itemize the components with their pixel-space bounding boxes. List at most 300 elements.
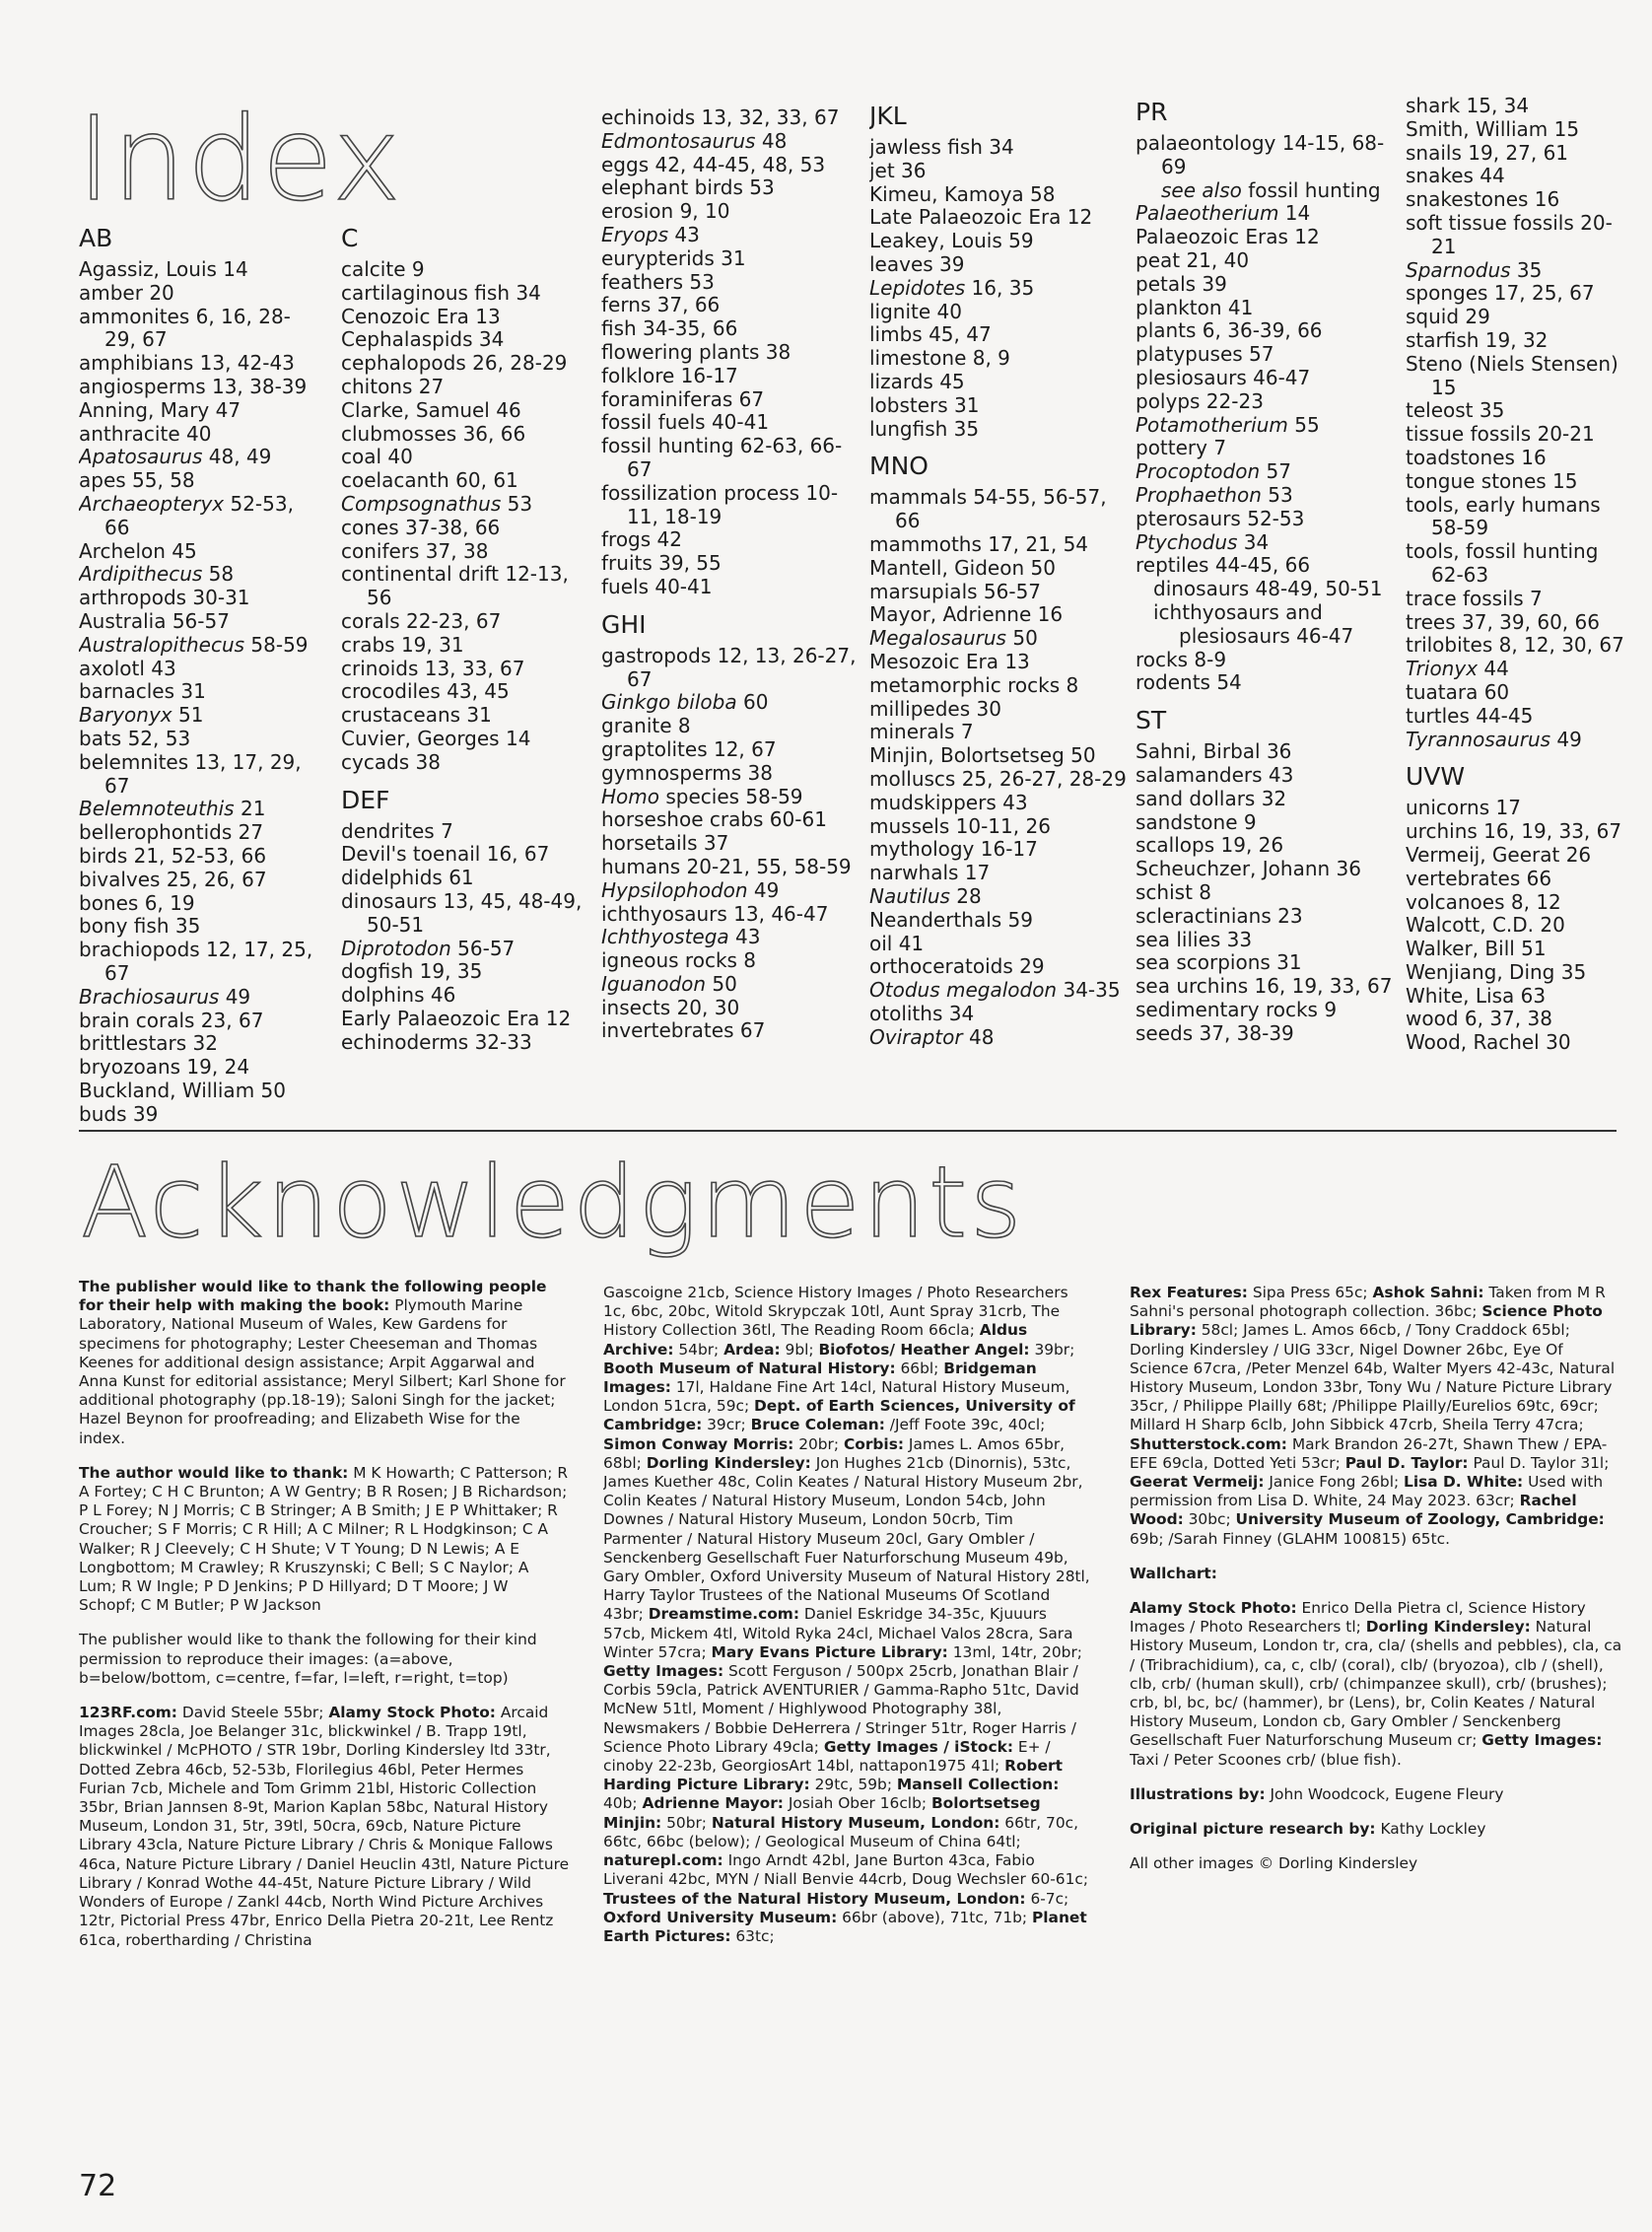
credit-text: M K Howarth; C Patterson; R A Fortey; C H C Brunton; A W Gentry; B R Rosen; J B Richardson; P L Forey; N J Morris; C B Stringer; A B Smith; J E P Whittaker; R Croucher; S F Morris; C R Hill; A C Milner; R L Hodgkinson; C A Walker; R J Cleevely; C H Shute; V T Young; D N Lewis; A E Longbottom; M Crawley; R Kruszynski; C Bell; S C Naylor; A Lum; R W Ingle; P D Jenkins; P D Hillyard; D T Moore; J W Schopf; C M Butler; P W Jackson — [79, 1463, 569, 1615]
credit-text: Janice Fong 26bl; — [1264, 1473, 1405, 1492]
credit-source: Geerat Vermeij: — [1130, 1473, 1265, 1492]
index-entry: Hypsilophodon 49 — [601, 877, 780, 902]
credit-text: 20br; — [793, 1434, 844, 1453]
index-entry: Cenozoic Era 13 — [341, 304, 501, 328]
index-entry: igneous rocks 8 — [601, 948, 757, 973]
index-entry: fuels 40-41 — [601, 574, 713, 598]
index-entry: snails 19, 27, 61 — [1406, 140, 1569, 165]
index-entry: horsetails 37 — [601, 831, 729, 856]
credit-text: 29tc, 59b; — [809, 1776, 897, 1794]
index-section-heading: AB — [79, 225, 113, 252]
index-entry: graptolites 12, 67 — [601, 736, 777, 761]
index-entry: plesiosaurs 46-47 — [1136, 365, 1311, 389]
credit-text: 50br; — [661, 1813, 712, 1832]
index-entry: dolphins 46 — [341, 983, 456, 1008]
index-entry: sedimentary rocks 9 — [1136, 997, 1338, 1021]
index-entry: starfish 19, 32 — [1406, 327, 1549, 352]
credit-source: Rex Features: — [1130, 1284, 1248, 1301]
credit-text: 63tc; — [730, 1926, 775, 1945]
index-column-4 — [869, 103, 1131, 1122]
index-entry: Cuvier, Georges 14 — [341, 726, 531, 750]
index-entry: lizards 45 — [869, 369, 965, 393]
index-entry: platypuses 57 — [1136, 342, 1274, 367]
index-entry: feathers 53 — [601, 269, 715, 294]
credit-source: Getty Images: — [1481, 1731, 1603, 1750]
index-entry: ichthyosaurs 13, 46-47 — [601, 901, 829, 926]
index-entry: didelphids 61 — [341, 866, 474, 890]
index-entry: Wenjiang, Ding 35 — [1406, 959, 1587, 984]
credit-text: 66tr, 70c, 66tc, 66bc (below); / Geological Museum of China 64tl; — [603, 1813, 1078, 1850]
index-entry: ammonites 6, 16, 28-29, 67 — [79, 304, 291, 352]
index-entry: lignite 40 — [869, 299, 962, 323]
index-entry: anthracite 40 — [79, 421, 212, 446]
index-entry: plants 6, 36-39, 66 — [1136, 318, 1323, 343]
index-entry: volcanoes 8, 12 — [1406, 889, 1561, 914]
credit-source: Science Photo Library: — [1130, 1302, 1603, 1340]
index-entry: buds 39 — [79, 1101, 159, 1122]
index-entry: marsupials 56-57 — [869, 579, 1042, 603]
index-title: Index — [77, 91, 402, 227]
index-section-heading: DEF — [341, 785, 390, 814]
index-entry: Anning, Mary 47 — [79, 397, 241, 422]
acknowledgment-paragraph — [79, 1464, 570, 1616]
index-entry: soft tissue fossils 20-21 — [1406, 210, 1613, 258]
index-entry: barnacles 31 — [79, 679, 206, 704]
credit-source: Biofotos/ Heather Angel: — [818, 1340, 1030, 1359]
index-entry: Procoptodon 57 — [1136, 459, 1291, 484]
credit-text: Ingo Arndt 42bl, Jane Burton 43ca, Fabio Liverani 42bc, MYN / Niall Benvie 44crb, Doug Wechsler 60-61c; — [603, 1851, 1089, 1889]
credit-text: James L. Amos 65br, 68bl; — [603, 1434, 1066, 1472]
index-entry: Eryops 43 — [601, 222, 700, 246]
credit-source: Adrienne Mayor: — [642, 1794, 784, 1813]
index-entry: echinoderms 32-33 — [341, 1029, 532, 1054]
credit-source: Bruce Coleman: — [750, 1416, 885, 1434]
credit-source: Rachel Wood: — [1130, 1492, 1577, 1529]
index-entry: polyps 22-23 — [1136, 388, 1264, 413]
index-entry: sandstone 9 — [1136, 809, 1257, 834]
index-entry: Mesozoic Era 13 — [869, 649, 1030, 673]
credit-source: Mansell Collection: — [896, 1776, 1060, 1794]
index-entry: chitons 27 — [341, 374, 445, 398]
index-section-heading: PR — [1136, 99, 1168, 126]
index-column-6 — [1406, 95, 1632, 1124]
index-entry: Nautilus 28 — [869, 883, 982, 908]
credit-source: Booth Museum of Natural History: — [603, 1359, 896, 1377]
index-entry: Prophaethon 53 — [1136, 482, 1293, 507]
index-entry: seeds 37, 38-39 — [1136, 1020, 1294, 1045]
credit-text: Daniel Eskridge 34-35c, Kjuuurs 57cb, Mickem 4tl, Witold Ryka 24cl, Michael Valos 28cra, Sara Winter 57cra; — [603, 1605, 1073, 1661]
index-entry: Agassiz, Louis 14 — [79, 257, 248, 281]
index-entry: turtles 44-45 — [1406, 703, 1534, 728]
index-entry: amber 20 — [79, 280, 174, 305]
index-entry: ichthyosaurs and plesiosaurs 46-47 — [1153, 599, 1354, 648]
index-entry: see also fossil hunting — [1161, 177, 1381, 202]
index-column-5 — [1136, 99, 1397, 1124]
index-entry: Devil's toenail 16, 67 — [341, 842, 550, 867]
index-entry: unicorns 17 — [1406, 796, 1521, 820]
index-entry: scallops 19, 26 — [1136, 833, 1284, 858]
index-entry: pterosaurs 52-53 — [1136, 506, 1305, 530]
index-entry: millipedes 30 — [869, 696, 1001, 721]
index-entry: bryozoans 19, 24 — [79, 1055, 250, 1080]
index-entry: Wood, Rachel 30 — [1406, 1030, 1571, 1055]
credit-text: Gascoigne 21cb, Science History Images / Photo Researchers 1c, 6bc, 20bc, Witold Skrypczak 10tl, Aunt Spray 31crb, The History Collection 36tl, The Reading Room 66cla; — [603, 1284, 1068, 1340]
page-number: 72 — [79, 2169, 117, 2203]
index-entry: dendrites 7 — [341, 818, 453, 843]
index-entry: Scheuchzer, Johann 36 — [1136, 857, 1361, 881]
index-entry: Otodus megalodon 34-35 — [869, 978, 1121, 1003]
index-entry: sea lilies 33 — [1136, 927, 1253, 951]
index-entry: conifers 37, 38 — [341, 538, 489, 563]
index-entry: toadstones 16 — [1406, 445, 1547, 469]
credit-text: All other images © Dorling Kindersley — [1130, 1854, 1418, 1873]
credit-source: 123RF.com: — [79, 1704, 177, 1722]
index-entry: birds 21, 52-53, 66 — [79, 843, 267, 868]
index-entry: eurypterids 31 — [601, 245, 746, 270]
index-entry: Apatosaurus 48, 49 — [79, 445, 272, 469]
index-entry: Early Palaeozoic Era 12 — [341, 1006, 572, 1030]
index-entry: lungfish 35 — [869, 416, 980, 441]
credit-text: 54br; — [673, 1340, 724, 1359]
index-entry: trace fossils 7 — [1406, 586, 1543, 610]
index-entry: snakestones 16 — [1406, 187, 1560, 212]
index-entry: reptiles 44-45, 66 — [1136, 553, 1311, 578]
index-entry: insects 20, 30 — [601, 995, 740, 1019]
index-entry: plankton 41 — [1136, 295, 1254, 319]
index-entry: corals 22-23, 67 — [341, 608, 502, 633]
index-entry: clubmosses 36, 66 — [341, 421, 526, 446]
index-entry: minerals 7 — [869, 720, 974, 744]
index-entry: arthropods 30-31 — [79, 586, 250, 610]
index-entry: echinoids 13, 32, 33, 67 — [601, 106, 840, 129]
credit-source: Illustrations by: — [1130, 1784, 1266, 1803]
index-entry: Ardipithecus 58 — [79, 562, 235, 587]
index-entry: palaeontology 14-15, 68-69 — [1136, 131, 1385, 178]
index-entry: vertebrates 66 — [1406, 866, 1552, 890]
acknowledgment-paragraph — [1130, 1284, 1624, 1549]
index-entry: Belemnoteuthis 21 — [79, 797, 266, 821]
index-entry: White, Lisa 63 — [1406, 983, 1547, 1008]
acknowledgment-paragraph — [1130, 1820, 1624, 1839]
credit-source: Simon Conway Morris: — [603, 1434, 794, 1453]
index-entry: Walker, Bill 51 — [1406, 937, 1547, 961]
credit-text: 69b; /Sarah Finney (GLAHM 100815) 65tc. — [1130, 1529, 1450, 1548]
index-entry: snakes 44 — [1406, 164, 1505, 188]
credit-source: Getty Images / iStock: — [823, 1737, 1013, 1756]
index-entry: cephalopods 26, 28-29 — [341, 351, 568, 376]
credit-text: 40b; — [603, 1794, 643, 1813]
index-entry: rodents 54 — [1136, 670, 1242, 695]
index-entry: Iguanodon 50 — [601, 971, 737, 996]
credit-source: University Museum of Zoology, Cambridge: — [1235, 1510, 1605, 1529]
index-entry: erosion 9, 10 — [601, 199, 730, 224]
index-entry: angiosperms 13, 38-39 — [79, 374, 308, 398]
index-section-heading: JKL — [869, 103, 907, 130]
index-entry: Sparnodus 35 — [1406, 257, 1543, 282]
index-entry: crustaceans 31 — [341, 703, 492, 728]
credit-source: Alamy Stock Photo: — [1130, 1599, 1297, 1618]
credit-source: Getty Images: — [603, 1662, 724, 1681]
index-entry: fish 34-35, 66 — [601, 316, 738, 341]
index-section-heading: MNO — [869, 452, 929, 481]
credit-source: Aldus Archive: — [603, 1321, 1028, 1359]
acknowledgment-paragraph — [1130, 1854, 1624, 1873]
credit-source: Mary Evans Picture Library: — [711, 1642, 948, 1661]
index-entry: brain corals 23, 67 — [79, 1008, 264, 1032]
index-entry: Late Palaeozoic Era 12 — [869, 205, 1093, 230]
index-entry: brachiopods 12, 17, 25, 67 — [79, 938, 313, 985]
index-entry: apes 55, 58 — [79, 468, 195, 493]
index-entry: lobsters 31 — [869, 392, 980, 417]
index-entry: coal 40 — [341, 445, 413, 469]
index-section-heading: UVW — [1406, 762, 1466, 792]
index-entry: Homo species 58-59 — [601, 784, 803, 808]
credit-source: Ardea: — [723, 1340, 781, 1359]
index-entry: invertebrates 67 — [601, 1018, 766, 1043]
index-entry: sea urchins 16, 19, 33, 67 — [1136, 974, 1393, 999]
index-entry: Archaeopteryx 52-53, 66 — [79, 491, 294, 539]
index-entry: tools, fossil hunting 62-63 — [1406, 539, 1599, 587]
index-entry: Ichthyostega 43 — [601, 925, 761, 949]
index-entry: rocks 8-9 — [1136, 647, 1227, 671]
credit-text: 9bl; — [780, 1340, 819, 1359]
credit-source: Shutterstock.com: — [1130, 1434, 1287, 1453]
credit-text: Arcaid Images 28cla, Joe Belanger 31c, blickwinkel / B. Trapp 19tl, blickwinkel / McPHOTO / STR 19br, Dorling Kindersley ltd 33tr, Dotted Zebra 46cb, 52-53b, Florilegius 46bl, Peter Hermes Furian 7cb, Michele and Tom Grimm 21bl, Historic Collection 35br, Brian Jannsen 8-9t, Marion Kaplan 58bc, Natural History Museum, London 31, 5tr, 39tl, 50cra, 69cb, Nature Picture Library 43cla, Nature Picture Library / Chris & Monique Fallows 46ca, Nature Picture Library / Daniel Heuclin 43tl, Nature Picture Library / Konrad Wothe 44-45t, Nature Picture Library / Wild Wonders of Europe / Zankl 44cb, North Wind Picture Archives 12tr, Pictorial Press 47br, Enrico Della Pietra 20-21t, Lee Rentz 61ca, robertharding / Christina — [79, 1704, 570, 1949]
index-entry: petals 39 — [1136, 271, 1227, 296]
index-entry: Trionyx 44 — [1406, 657, 1509, 681]
credit-text: Paul D. Taylor 31l; — [1468, 1453, 1610, 1472]
index-section-heading: GHI — [601, 609, 647, 639]
index-entry: scleractinians 23 — [1136, 903, 1303, 928]
index-entry: coelacanth 60, 61 — [341, 468, 518, 493]
index-entry: Leakey, Louis 59 — [869, 229, 1034, 253]
index-entry: Clarke, Samuel 46 — [341, 397, 521, 422]
index-entry: pottery 7 — [1136, 436, 1227, 460]
index-entry: crabs 19, 31 — [341, 632, 464, 657]
acknowledgment-paragraph — [603, 1284, 1090, 1946]
acknowledgments-column-1 — [79, 1278, 570, 2135]
credit-text: Jon Hughes 21cb (Dinornis), 53tc, James Kuether 48c, Colin Keates / Natural History Museum 2br, Colin Keates / Natural History Museum, London 54cb, John Downes / Natural History Museum, London 50crb, Tim Parmenter / Natural History Museum 20cl, Gary Ombler / Senckenberg Gesellschaft Fuer Naturforschung Museum 49b, Gary Ombler, Oxford University Museum of Natural History 28tl, Harry Taylor Trustees of the National Museums Of Scotland 43br; — [603, 1453, 1090, 1624]
credit-text: John Woodcock, Eugene Fleury — [1265, 1784, 1504, 1803]
credit-text: Sipa Press 65c; — [1247, 1284, 1373, 1301]
index-entry: Archelon 45 — [79, 538, 197, 563]
index-entry: tongue stones 15 — [1406, 468, 1578, 493]
credit-source: Bolortsetseg Minjin: — [603, 1794, 1041, 1832]
credit-text: Taken from M R Sahni's personal photograph collection. 36bc; — [1130, 1284, 1606, 1321]
index-entry: ferns 37, 66 — [601, 293, 721, 317]
index-entry: fossil hunting 62-63, 66-67 — [601, 434, 843, 481]
index-entry: amphibians 13, 42-43 — [79, 351, 295, 376]
index-entry: foraminiferas 67 — [601, 386, 765, 411]
index-entry: Baryonyx 51 — [79, 703, 204, 728]
index-entry: limestone 8, 9 — [869, 346, 1010, 371]
index-entry: Walcott, C.D. 20 — [1406, 913, 1565, 938]
credit-source: Original picture research by: — [1130, 1820, 1376, 1839]
credit-source: Corbis: — [843, 1434, 905, 1453]
index-entry: molluscs 25, 26-27, 28-29 — [869, 766, 1127, 791]
index-entry: Minjin, Bolortsetseg 50 — [869, 743, 1096, 768]
index-entry: shark 15, 34 — [1406, 95, 1530, 117]
index-entry: Diprotodon 56-57 — [341, 936, 516, 960]
index-entry: leaves 39 — [869, 251, 965, 276]
credit-text: Scott Ferguson / 500px 25crb, Jonathan Blair / Corbis 59cla, Patrick AVENTURIER / Gamma-Rapho 51tc, David McNew 51tl, Moment / Highlywood Photography 38l, Newsmakers / Bobbie DeHerrera / Stringer 51tr, Roger Harris / Science Photo Library 49cla; — [603, 1662, 1079, 1756]
credit-text: 17l, Haldane Fine Art 14cl, Natural History Museum, London 51cra, 59c; — [603, 1378, 1070, 1416]
index-column-2 — [341, 225, 587, 1122]
index-entry: otoliths 34 — [869, 1001, 975, 1025]
credit-source: Alamy Stock Photo: — [328, 1704, 496, 1722]
index-entry: wood 6, 37, 38 — [1406, 1007, 1552, 1031]
index-entry: Buckland, William 50 — [79, 1078, 286, 1102]
index-entry: sponges 17, 25, 67 — [1406, 281, 1595, 306]
index-entry: flowering plants 38 — [601, 339, 792, 364]
credit-text: 58cl; James L. Amos 66cb, / Tony Craddock 65bl; Dorling Kindersley / UIG 33cr, Nigel Downer 26bc, Eye Of Science 67cra, /Peter Menzel 64b, Walter Myers 42-43c, Natural History Museum, London 33br, Tony Wu / Nature Picture Library 35cr, / Philippe Plailly 68t; /Philippe Plailly/Eurelios 69tc, 69cr; Millard H Sharp 6clb, John Sibbick 47crb, Sheila Terry 47cra; — [1130, 1321, 1616, 1434]
index-column-1 — [79, 225, 315, 1122]
credit-source: Bridgeman Images: — [603, 1359, 1037, 1397]
index-entry: granite 8 — [601, 714, 691, 738]
index-entry: mudskippers 43 — [869, 790, 1028, 814]
index-entry: mythology 16-17 — [869, 837, 1038, 862]
index-entry: continental drift 12-13, 56 — [341, 562, 569, 610]
index-entry: tuatara 60 — [1406, 679, 1510, 704]
index-entry: mammoths 17, 21, 54 — [869, 531, 1089, 556]
index-column-3 — [601, 106, 858, 1122]
credit-source: Dorling Kindersley: — [646, 1453, 811, 1472]
credit-text: Enrico Della Pietra cl, Science History Images / Photo Researchers tl; — [1130, 1599, 1586, 1637]
acknowledgment-paragraph — [1130, 1599, 1624, 1770]
credit-text: The publisher would like to thank the following for their kind permission to reproduce their images: (a=above, b=below/bottom, c=centre, f=far, l=left, r=right, t=top) — [79, 1631, 537, 1687]
credit-text: /Jeff Foote 39c, 40cl; — [884, 1416, 1046, 1434]
index-entry: Megalosaurus 50 — [869, 626, 1038, 651]
credit-text: Mark Brandon 26-27t, Shawn Thew / EPA-EFE 69cla, Dotted Yeti 53cr; — [1130, 1434, 1608, 1472]
credit-source: Dreamstime.com: — [648, 1605, 799, 1624]
index-entry: Cephalaspids 34 — [341, 327, 505, 352]
index-entry: axolotl 43 — [79, 656, 176, 680]
index-entry: Compsognathus 53 — [341, 491, 533, 516]
index-entry: dinosaurs 13, 45, 48-49, 50-51 — [341, 888, 583, 937]
credit-source: Dept. of Earth Sciences, University of Cambridge: — [603, 1397, 1075, 1434]
index-entry: Sahni, Birbal 36 — [1136, 739, 1292, 764]
index-entry: sea scorpions 31 — [1136, 950, 1302, 975]
index-entry: fruits 39, 55 — [601, 551, 722, 576]
index-entry: bones 6, 19 — [79, 890, 195, 915]
credit-text: Josiah Ober 16clb; — [783, 1794, 931, 1813]
index-entry: cones 37-38, 66 — [341, 515, 501, 539]
credit-text: 6-7c; — [1025, 1889, 1069, 1908]
index-entry: Australopithecus 58-59 — [79, 632, 309, 657]
index-entry: sand dollars 32 — [1136, 786, 1287, 810]
index-entry: gymnosperms 38 — [601, 760, 773, 785]
index-entry: horseshoe crabs 60-61 — [601, 807, 827, 832]
index-entry: gastropods 12, 13, 26-27, 67 — [601, 643, 857, 691]
credit-text: Natural History Museum, London tr, cra, cla/ (shells and pebbles), cla, ca / (Tribrachidium), ca, c, clb/ (coral), clb/ (bryozoa), clb / (shell), clb, crb/ (human skull), crb/ (chimpanzee skull), crb/ (brushes); crb, bl, bc, bc/ (hammer), br (Lens), br, Colin Keates / Natural History Museum, London cb, Gary Ombler / Senckenberg Gesellschaft Fuer Naturforschung Museum cr; — [1130, 1618, 1622, 1750]
index-entry: peat 21, 40 — [1136, 247, 1250, 272]
credit-text: 13ml, 14tr, 20br; — [947, 1642, 1082, 1661]
acknowledgments-title: Acknowledgments — [81, 1145, 1025, 1260]
section-divider — [79, 1130, 1617, 1132]
index-entry: folklore 16-17 — [601, 363, 738, 387]
acknowledgment-paragraph — [1130, 1785, 1624, 1804]
index-entry: teleost 35 — [1406, 398, 1505, 423]
index-entry: limbs 45, 47 — [869, 322, 992, 347]
credit-text: E+ / cinoby 22-23b, GeorgiosArt 14bl, nattapon1975 41l; — [603, 1737, 1051, 1776]
index-entry: Palaeotherium 14 — [1136, 201, 1311, 226]
index-entry: crinoids 13, 33, 67 — [341, 656, 525, 680]
index-entry: Lepidotes 16, 35 — [869, 275, 1035, 300]
index-entry: bony fish 35 — [79, 914, 201, 939]
credit-source: Paul D. Taylor: — [1344, 1453, 1469, 1472]
acknowledgments-column-3 — [1130, 1284, 1624, 2135]
index-entry: belemnites 13, 17, 29, 67 — [79, 749, 302, 798]
index-entry: Potamotherium 55 — [1136, 412, 1320, 437]
index-entry: tissue fossils 20-21 — [1406, 422, 1595, 447]
index-entry: jawless fish 34 — [869, 135, 1014, 159]
index-entry: Kimeu, Kamoya 58 — [869, 181, 1056, 206]
index-entry: mammals 54-55, 56-57, 66 — [869, 485, 1107, 533]
index-entry: trilobites 8, 12, 30, 67 — [1406, 633, 1624, 658]
credit-text: Plymouth Marine Laboratory, National Museum of Wales, Kew Gardens for specimens for photography; Lester Cheeseman and Thomas Keenes for additional design assistance; Arpit Aggarwal and Anna Kunst for editorial assistance; Meryl Silbert; Karl Shone for additional photography (pp.18-19); Saloni Singh for the jacket; Hazel Beynon for proofreading; and Elizabeth Wise for the index. — [79, 1296, 566, 1447]
index-entry: brittlestars 32 — [79, 1031, 218, 1056]
index-entry: metamorphic rocks 8 — [869, 672, 1079, 697]
credit-source: The publisher would like to thank the following people for their help with making the book: — [79, 1278, 547, 1315]
credit-text: 30bc; — [1183, 1510, 1236, 1529]
index-entry: eggs 42, 44-45, 48, 53 — [601, 152, 826, 176]
index-entry: bats 52, 53 — [79, 726, 191, 750]
credit-source: naturepl.com: — [603, 1851, 723, 1870]
credit-source: Wallchart: — [1130, 1564, 1217, 1582]
index-entry: fossilization process 10-11, 18-19 — [601, 480, 839, 528]
credit-source: Ashok Sahni: — [1372, 1284, 1484, 1301]
index-entry: frogs 42 — [601, 527, 682, 552]
acknowledgment-paragraph — [1130, 1565, 1624, 1583]
index-entry: crocodiles 43, 45 — [341, 679, 510, 704]
credit-text: 66bl; — [895, 1359, 944, 1377]
credit-source: Trustees of the Natural History Museum, London: — [603, 1889, 1026, 1908]
index-section-heading: ST — [1136, 706, 1167, 735]
credit-source: Oxford University Museum: — [603, 1908, 838, 1926]
index-entry: oil 41 — [869, 931, 925, 955]
index-entry: jet 36 — [869, 158, 927, 182]
index-entry: elephant birds 53 — [601, 175, 775, 200]
credit-text: 39cr; — [702, 1416, 751, 1434]
index-entry: salamanders 43 — [1136, 762, 1294, 787]
index-entry: dogfish 19, 35 — [341, 959, 483, 984]
index-entry: mussels 10-11, 26 — [869, 813, 1051, 838]
index-entry: Edmontosaurus 48 — [601, 128, 788, 153]
index-entry: trees 37, 39, 60, 66 — [1406, 609, 1600, 634]
index-entry: Tyrannosaurus 49 — [1406, 727, 1582, 751]
credit-text: Taxi / Peter Scoones crb/ (blue fish). — [1130, 1750, 1402, 1769]
index-entry: Mayor, Adrienne 16 — [869, 602, 1064, 627]
credit-text: David Steele 55br; — [176, 1704, 329, 1722]
acknowledgment-paragraph — [79, 1704, 570, 1950]
credit-text: Used with permission from Lisa D. White, 24 May 2023. 63cr; — [1130, 1473, 1604, 1510]
index-section-heading: C — [341, 225, 359, 252]
index-entry: Neanderthals 59 — [869, 907, 1033, 932]
index-entry: urchins 16, 19, 33, 67 — [1406, 819, 1622, 844]
acknowledgment-paragraph — [79, 1278, 570, 1448]
index-entry: tools, early humans 58-59 — [1406, 492, 1601, 540]
index-entry: Palaeozoic Eras 12 — [1136, 225, 1320, 249]
credit-source: Natural History Museum, London: — [711, 1813, 1000, 1832]
index-entry: humans 20-21, 55, 58-59 — [601, 854, 852, 878]
index-entry: Ptychodus 34 — [1136, 529, 1270, 554]
index-entry: Steno (Niels Stensen) 15 — [1406, 351, 1618, 399]
credit-source: The author would like to thank: — [79, 1463, 349, 1482]
index-entry: calcite 9 — [341, 257, 425, 281]
credit-source: Lisa D. White: — [1404, 1473, 1524, 1492]
index-entry: fossil fuels 40-41 — [601, 410, 770, 435]
index-entry: schist 8 — [1136, 879, 1211, 904]
